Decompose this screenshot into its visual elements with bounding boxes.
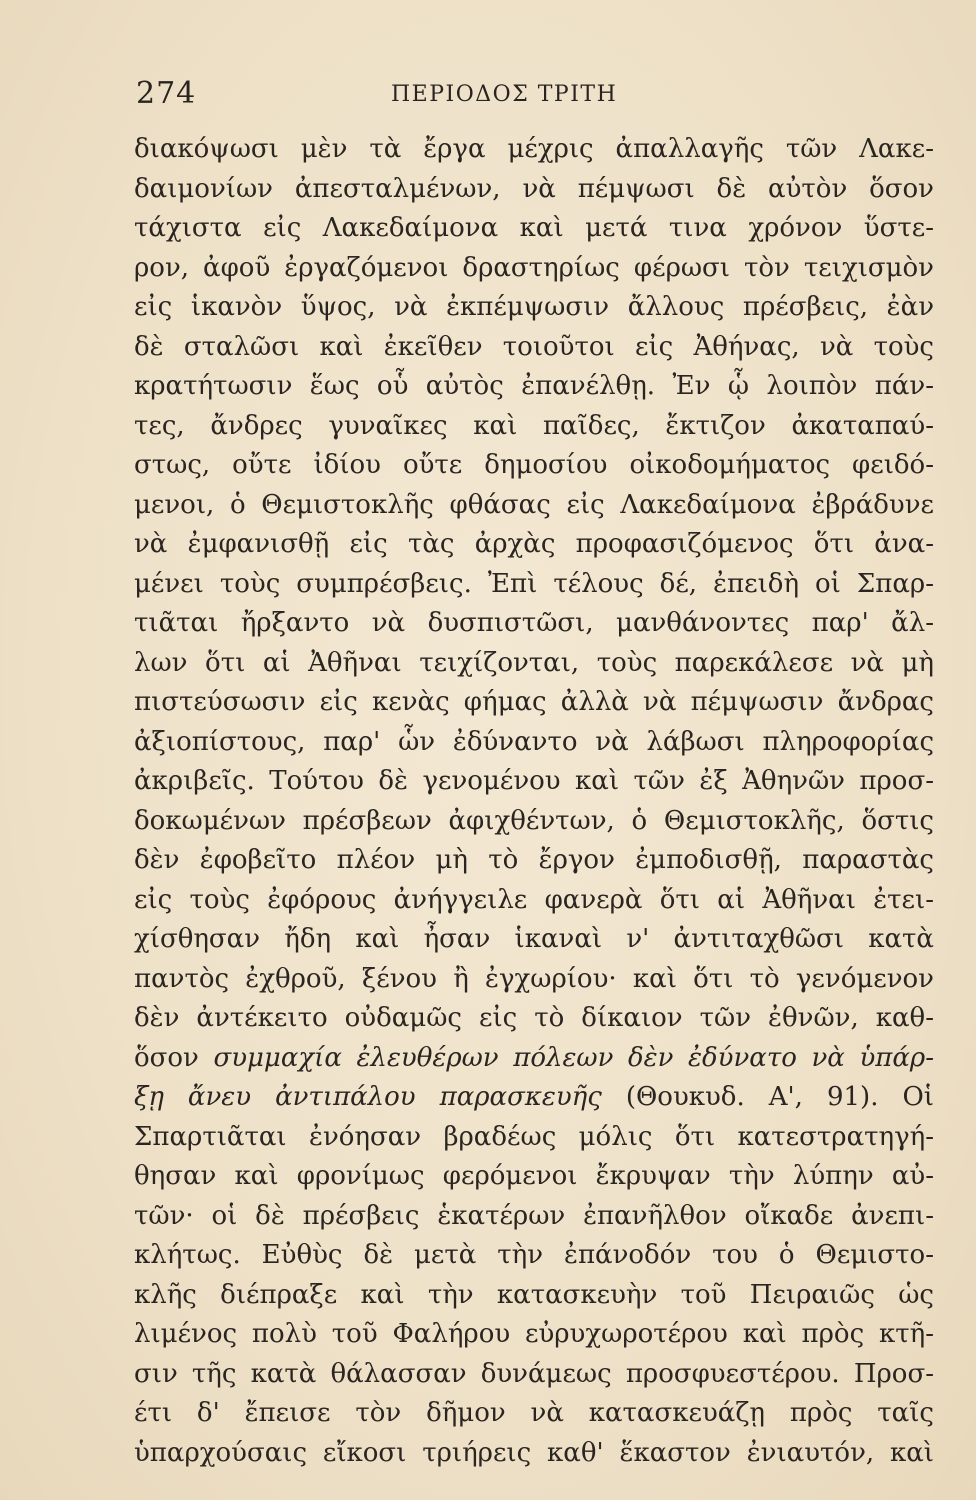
text-line: διακόψωσι μὲν τὰ ἔργα μέχρις ἀπαλλαγῆς τῶν Λακε- bbox=[134, 134, 934, 164]
text-line-with-italic bbox=[134, 1039, 934, 1079]
page-header bbox=[136, 76, 926, 126]
text-line: κλήτως. Εὐθὺς δὲ μετὰ τὴν ἐπάνοδόν του ὁ Θεμιστο- bbox=[134, 1240, 934, 1270]
italic-quotation: συμμαχία ἐλευθέρων πόλεων δὲν ἐδύνατο νὰ ὑπάρ- bbox=[213, 1042, 935, 1073]
text-line: ἀκριβεῖς. Τούτου δὲ γενομένου καὶ τῶν ἐξ Ἀθηνῶν προσ- bbox=[134, 766, 934, 796]
running-head: ΠΕΡΙΟΔΟΣ ΤΡΙΤΗ bbox=[391, 82, 618, 107]
text-line: σιν τῆς κατὰ θάλασσαν δυνάμεως προσφυεστέρου. Προσ- bbox=[134, 1358, 934, 1389]
text-line: τιᾶται ἤρξαντο νὰ δυσπιστῶσι, μανθάνοντες παρ' ἄλ- bbox=[134, 608, 934, 638]
text-line: κλῆς διέπραξε καὶ τὴν κατασκευὴν τοῦ Πειραιῶς ὡς bbox=[134, 1279, 934, 1310]
text-line: χίσθησαν ἤδη καὶ ἦσαν ἱκαναὶ ν' ἀντιταχθῶσι κατὰ bbox=[134, 924, 934, 954]
text-line: τες, ἄνδρες γυναῖκες καὶ παῖδες, ἔκτιζον ἀκαταπαύ- bbox=[134, 410, 934, 441]
text-line: δὲν ἀντέκειτο οὐδαμῶς εἰς τὸ δίκαιον τῶν ἐθνῶν, καθ- bbox=[134, 1003, 934, 1033]
text-line-with-italic bbox=[134, 1078, 934, 1118]
text-line: ἀξιοπίστους, παρ' ὧν ἐδύναντο νὰ λάβωσι πληροφορίας bbox=[134, 726, 934, 757]
text-line: δοκωμένων πρέσβεων ἀφιχθέντων, ὁ Θεμιστοκλῆς, ὅστις bbox=[134, 805, 934, 836]
text-line: νὰ ἐμφανισθῇ εἰς τὰς ἀρχὰς προφασιζόμενος ὅτι ἀνα- bbox=[134, 529, 934, 559]
text-line: πιστεύσωσιν εἰς κενὰς φήμας ἀλλὰ νὰ πέμψωσιν ἄνδρας bbox=[134, 687, 934, 717]
text-line: δὲν ἐφοβεῖτο πλέον μὴ τὸ ἔργον ἐμποδισθῇ, παραστὰς bbox=[134, 845, 934, 875]
text-line: στως, οὔτε ἰδίου οὔτε δημοσίου οἰκοδομήματος φειδό- bbox=[134, 450, 934, 480]
italic-quotation: ξῃ ἄνευ ἀντιπάλου παρασκευῆς bbox=[134, 1082, 602, 1112]
text-line: έτι δ' ἔπεισε τὸν δῆμον νὰ κατασκευάζῃ πρὸς ταῖς bbox=[134, 1398, 934, 1428]
text-line: τάχιστα εἰς Λακεδαίμονα καὶ μετά τινα χρόνον ὕστε- bbox=[134, 213, 934, 243]
text-line: δὲ σταλῶσι καὶ ἐκεῖθεν τοιοῦτοι εἰς Ἀθήνας, νὰ τοὺς bbox=[134, 331, 934, 362]
text-line: μενοι, ὁ Θεμιστοκλῆς φθάσας εἰς Λακεδαίμονα ἐβράδυνε bbox=[134, 489, 934, 520]
text-line: δαιμονίων ἀπεσταλμένων, νὰ πέμψωσι δὲ αὐτὸν ὅσον bbox=[134, 173, 934, 204]
text-line: λων ὅτι αἱ Ἀθῆναι τειχίζονται, τοὺς παρεκάλεσε νὰ μὴ bbox=[134, 647, 934, 678]
text-line: θησαν καὶ φρονίμως φερόμενοι ἔκρυψαν τὴν λύπην αὐ- bbox=[134, 1161, 934, 1191]
text-line: λιμένος πολὺ τοῦ Φαλήρου εὐρυχωροτέρου καὶ πρὸς κτῆ- bbox=[134, 1319, 934, 1349]
text-line: ὑπαρχούσαις εἴκοσι τριήρεις καθ' ἕκαστον ἐνιαυτόν, καὶ bbox=[134, 1437, 934, 1468]
text-line: ρον, ἀφοῦ ἐργαζόμενοι δραστηρίως φέρωσι τὸν τειχισμὸν bbox=[134, 252, 934, 283]
text-line: εἰς ἱκανὸν ὕψος, νὰ ἐκπέμψωσιν ἄλλους πρέσβεις, ἐὰν bbox=[134, 292, 934, 322]
page-number: 274 bbox=[136, 76, 197, 111]
text-segment: ὅσον bbox=[134, 1042, 214, 1073]
text-line: εἰς τοὺς ἐφόρους ἀνήγγειλε φανερὰ ὅτι αἱ Ἀθῆναι ἐτει- bbox=[134, 884, 934, 915]
body-text bbox=[134, 130, 934, 1473]
text-line: Σπαρτιᾶται ἐνόησαν βραδέως μόλις ὅτι κατεστρατηγή- bbox=[134, 1121, 934, 1152]
citation-text: (Θουκυδ. Α', 91). Οἱ bbox=[601, 1082, 934, 1112]
text-line: παντὸς ἐχθροῦ, ξένου ἢ ἐγχωρίου· καὶ ὅτι τὸ γενόμενον bbox=[134, 963, 934, 994]
text-line: κρατήτωσιν ἕως οὗ αὐτὸς ἐπανέλθῃ. Ἐν ᾧ λοιπὸν πάν- bbox=[134, 371, 934, 401]
text-line: τῶν· οἱ δὲ πρέσβεις ἑκατέρων ἐπανῆλθον οἴκαδε ἀνεπι- bbox=[134, 1200, 934, 1231]
text-line: μένει τοὺς συμπρέσβεις. Ἐπὶ τέλους δέ, ἐπειδὴ οἱ Σπαρ- bbox=[134, 568, 934, 599]
